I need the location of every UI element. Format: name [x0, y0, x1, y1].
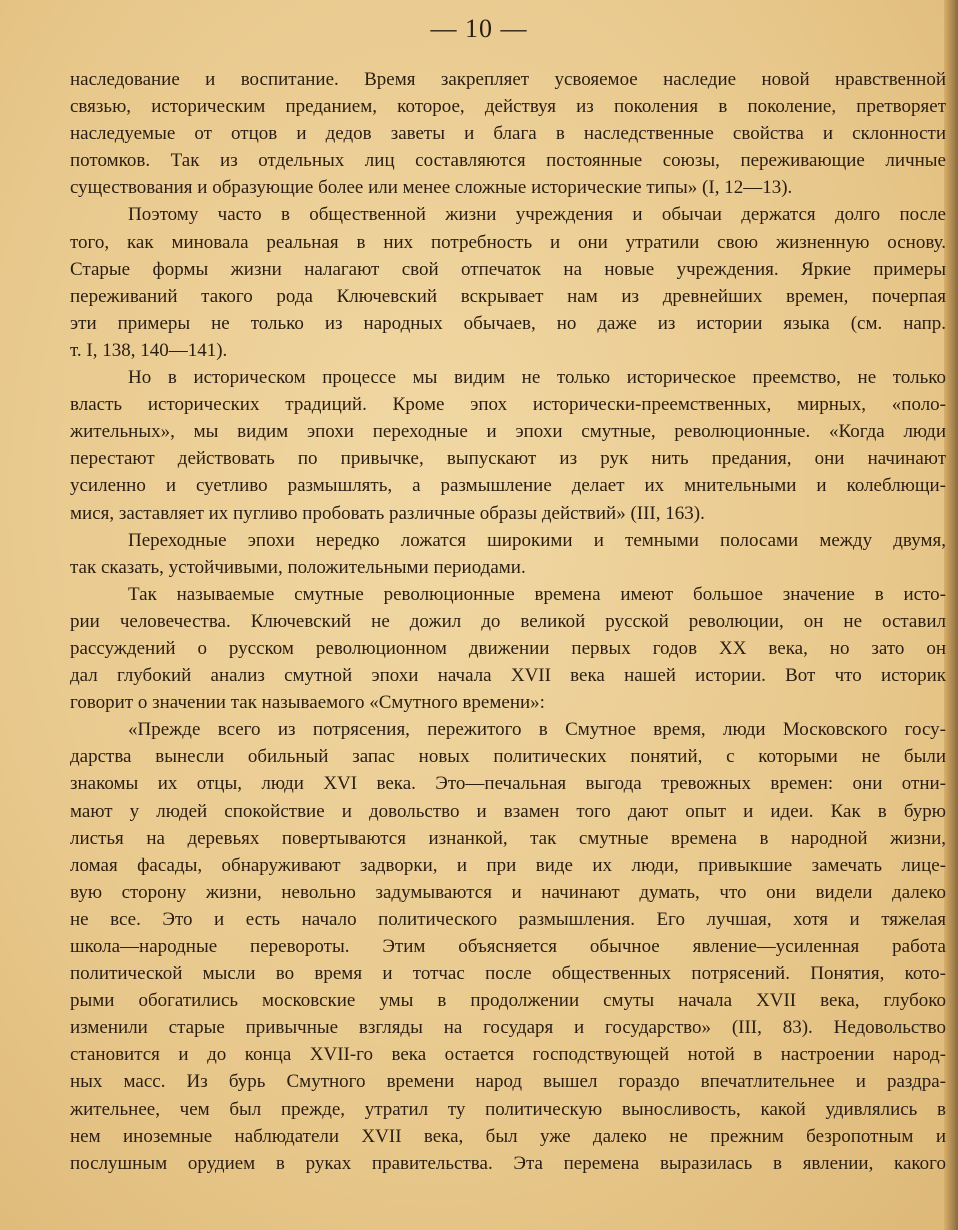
text-line: Поэтому часто в общественной жизни учреждения и обычаи держатся долго после: [128, 204, 946, 226]
text-line: вую сторону жизни, невольно задумываются и начинают думать, что они видели далеко: [70, 881, 946, 903]
text-line: мися, заставляет их пугливо пробовать различные образы действий» (III, 163).: [70, 502, 705, 524]
page-body-text: [70, 66, 946, 1177]
text-line: усиленно и суетливо размышлять, а размышление делает их мнительными и колеблющи-: [70, 475, 946, 497]
text-line: ных масс. Из бурь Смутного времени народ вышел гораздо впечатлительнее и раздра-: [70, 1071, 946, 1093]
text-line: существования и образующие более или менее сложные исторические типы» (I, 12—13).: [70, 177, 793, 199]
text-line: листья на деревьях повертываются изнанкой, так смутные времена в народной жизни,: [70, 827, 946, 849]
text-line: ломая фасады, обнаруживают задворки, и при виде их люди, привыкшие замечать лице-: [70, 854, 946, 876]
text-line: Так называемые смутные революционные времена имеют большое значение в исто-: [128, 583, 946, 605]
text-line: дал глубокий анализ смутной эпохи начала XVII века нашей истории. Вот что историк: [70, 665, 946, 687]
text-line: рии человечества. Ключевский не дожил до великой русской революции, он не оставил: [70, 610, 946, 632]
text-line: перестают действовать по привычке, выпускают из рук нить предания, они начинают: [70, 448, 946, 470]
text-line: связью, историческим преданием, которое, действуя из поколения в поколение, претворяет: [70, 96, 946, 118]
text-line: дарства вынесли обильный запас новых политических понятий, с которыми не были: [70, 746, 946, 768]
text-line: послушным орудием в руках правительства. Эта перемена выразилась в явлении, какого: [70, 1152, 946, 1174]
text-line: мают у людей спокойствие и довольство и взамен того дают опыт и идеи. Как в бурю: [70, 800, 946, 822]
text-line: нем иноземные наблюдатели XVII века, был уже далеко не прежним безропотным и: [70, 1125, 946, 1147]
text-line: Но в историческом процессе мы видим не только историческое преемство, не только: [128, 367, 946, 389]
text-line: эти примеры не только из народных обычаев, но даже из истории языка (см. напр.: [70, 312, 946, 334]
page-number: — 10 —: [430, 14, 528, 43]
text-line: так сказать, устойчивыми, положительными периодами.: [70, 556, 526, 578]
text-line: жительных», мы видим эпохи переходные и эпохи смутные, революционные. «Когда люди: [70, 421, 946, 443]
text-line: переживаний такого рода Ключевский вскрывает нам из древнейших времен, почерпая: [70, 285, 946, 307]
text-line: рассуждений о русском революционном движении первых годов XX века, но зато он: [70, 637, 946, 659]
text-line: политической мысли во время и тотчас после общественных потрясений. Понятия, кото-: [70, 963, 946, 985]
text-line: не все. Это и есть начало политического размышления. Его лучшая, хотя и тяжелая: [70, 908, 946, 930]
text-line: говорит о значении так называемого «Смутного времени»:: [70, 692, 545, 714]
text-line: власть исторических традиций. Кроме эпох исторически-преемственных, мирных, «поло-: [70, 394, 946, 416]
page-edge-shadow: [944, 0, 958, 1230]
text-line: Старые формы жизни налагают свой отпечаток на новые учреждения. Яркие примеры: [70, 258, 946, 280]
text-line: Переходные эпохи нередко ложатся широкими и темными полосами между двумя,: [128, 529, 946, 551]
text-line: т. I, 138, 140—141).: [70, 339, 228, 361]
text-line: изменили старые привычные взгляды на государя и государство» (III, 83). Недовольство: [70, 1017, 946, 1039]
text-line: «Прежде всего из потрясения, пережитого в Смутное время, люди Московского госу-: [128, 719, 946, 741]
text-line: рыми обогатились московские умы в продолжении смуты начала XVII века, глубоко: [70, 990, 946, 1012]
text-line: того, как миновала реальная в них потребность и они утратили свою жизненную основу.: [70, 231, 946, 253]
text-line: школа—народные перевороты. Этим объясняется обычное явление—усиленная работа: [70, 936, 946, 957]
text-line: становится и до конца XVII-го века остается господствующей нотой в настроении народ-: [70, 1044, 946, 1066]
text-line: знакомы их отцы, люди XVI века. Это—печальная выгода тревожных времен: они отни-: [70, 773, 946, 795]
text-line: жительнее, чем был прежде, утратил ту политическую выносливость, какой удивлялись в: [70, 1098, 946, 1120]
text-line: наследование и воспитание. Время закрепляет усвояемое наследие новой нравственной: [70, 69, 946, 90]
text-line: наследуемые от отцов и дедов заветы и блага в наследственные свойства и склонности: [70, 123, 946, 145]
text-line: потомков. Так из отдельных лиц составляются постоянные союзы, переживающие личные: [70, 150, 946, 172]
